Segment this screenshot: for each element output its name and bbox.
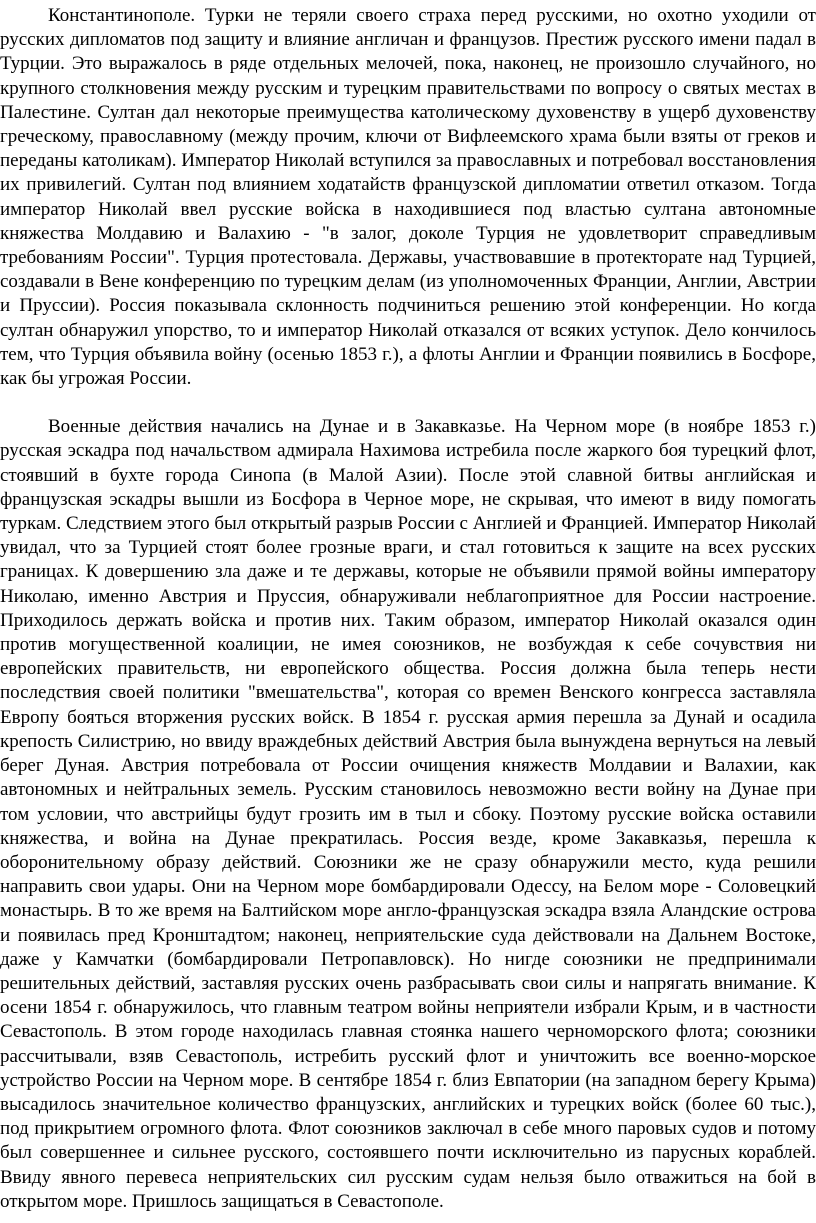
paragraph-spacer (0, 391, 816, 415)
paragraph-crimean-war-causes: Константинополе. Турки не теряли своего страха перед русскими, но охотно уходили от русских дипломатов под защиту и влияние англичан и французов. Престиж русского имени падал в Турции. Это выражалось в ряде отдельных мелочей, пока, наконец, не произошло случайного, но крупного столкновения между русским и турецким правительствами по вопросу о святых местах в Палестине. Султан дал некоторые преимущества католическому духовенству в ущерб духовенству греческому, православному (между прочим, ключи от Вифлеемского храма были взяты от греков и переданы католикам). Император Николай вступился за православных и потребовал восстановления их привилегий. Султан под влиянием ходатайств французской дипломатии ответил отказом. Тогда император Николай ввел русские войска в находившиеся под властью султана автономные княжества Молдавию и Валахию - "в залог, доколе Турция не удовлетворит справедливым требованиям России". Турция протестовала. Державы, участвовавшие в протекторате над Турцией, создавали в Вене конференцию по турецким делам (из уполномоченных Франции, Англии, Австрии и Пруссии). Россия показывала склонность подчиниться решению этой конференции. Но когда султан обнаружил упорство, то и император Николай отказался от всяких уступок. Дело кончилось тем, что Турция объявила войну (осенью 1853 г.), а флоты Англии и Франции появились в Босфоре, как бы угрожая России. (0, 5, 816, 390)
paragraph-military-actions: Военные действия начались на Дунае и в Закавказье. На Черном море (в ноябре 1853 г.) русская эскадра под начальством адмирала Нахимова истребила после жаркого боя турецкий флот, стоявший в бухте города Синопа (в Малой Азии). После этой славной битвы английская и французская эскадры вышли из Босфора в Черное море, не скрывая, что имеют в виду помогать туркам. Следствием этого был открытый разрыв России с Англией и Францией. Император Николай увидал, что за Турцией стоят более грозные враги, и стал готовиться к защите на всех русских границах. К довершению зла даже и те державы, которые не объявили прямой войны императору Николаю, именно Австрия и Пруссия, обнаруживали неблагоприятное для России настроение. Приходилось держать войска и против них. Таким образом, император Николай оказался один против могущественной коалиции, не имея союзников, не возбуждая к себе сочувствия ни европейских правительств, ни европейского общества. Россия должна была теперь нести последствия своей политики "вмешательства", которая со времен Венского конгресса заставляла Европу бояться вторжения русских войск. В 1854 г. русская армия перешла за Дунай и осадила крепость Силистрию, но ввиду враждебных действий Австрия была вынуждена вернуться на левый берег Дуная. Австрия потребовала от России очищения княжеств Молдавии и Валахии, как автономных и нейтральных земель. Русским становилось невозможно вести войну на Дунае при том условии, что австрийцы будут грозить им в тыл и сбоку. Поэтому русские войска оставили княжества, и война на Дунае прекратилась. Россия везде, кроме Закавказья, перешла к оборонительному образу действий. Союзники же не сразу обнаружили место, куда решили направить свои удары. Они на Черном море бомбардировали Одессу, на Белом море - Соловецкий монастырь. В то же время на Балтийском море англо-французская эскадра взяла Аландские острова и появилась пред Кронштадтом; наконец, неприятельские суда действовали на Дальнем Востоке, даже у Камчатки (бомбардировали Петропавловск). Но нигде союзники не предпринимали решительных действий, заставляя русских очень разбрасывать свои силы и напрягать внимание. К осени 1854 г. обнаружилось, что главным театром войны неприятели избрали Крым, и в частности Севастополь. В этом городе находилась главная стоянка нашего черноморского флота; союзники рассчитывали, взяв Севастополь, истребить русский флот и уничтожить все военно-морское устройство России на Черном море. В сентябре 1854 г. близ Евпатории (на западном берегу Крыма) высадилось значительное количество французских, английских и турецких войск (более 60 тыс.), под прикрытием огромного флота. Флот союзников заключал в себе много паровых судов и потому был совершеннее и сильнее русского, состоявшего почти исключительно из парусных кораблей. Ввиду явного перевеса неприятельских сил русским судам нельзя было отважиться на бой в открытом море. Пришлось защищаться в Севастополе. (0, 416, 816, 1212)
